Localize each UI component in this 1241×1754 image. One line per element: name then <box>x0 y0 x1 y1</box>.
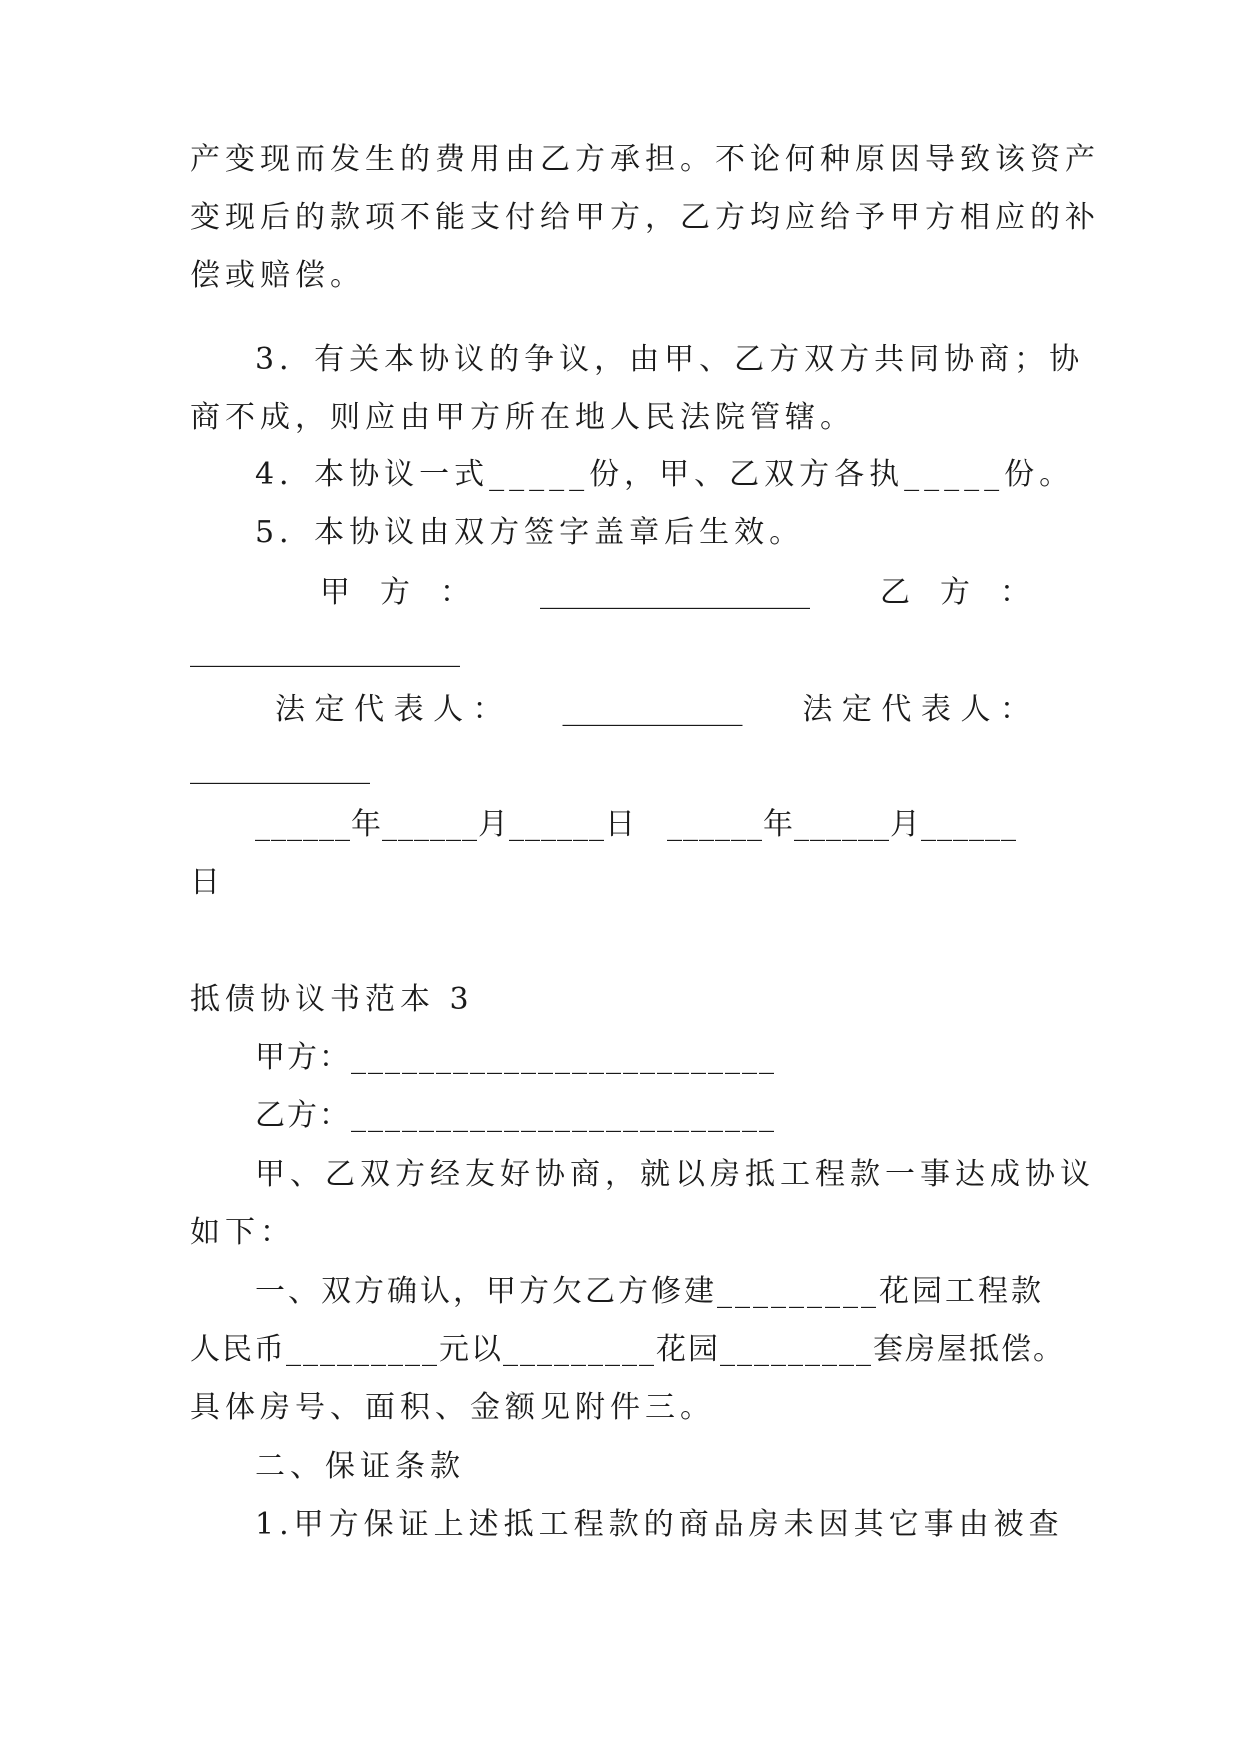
signature-rep-row <box>275 690 1030 730</box>
party-b-line: 乙方：_________________________ <box>255 1098 776 1133</box>
section-title: 抵债协议书范本 3 <box>190 982 474 1017</box>
party-b-label: 乙 方 ： <box>880 575 1030 610</box>
signature-party-row <box>320 573 1030 613</box>
paragraph-line: 4．本协议一式_____份，甲、乙双方各执_____份。 <box>255 457 1075 492</box>
paragraph-line: 5．本协议由双方签字盖章后生效。 <box>255 515 805 550</box>
rep-b-blank: ____________ <box>190 750 370 785</box>
date-tail: 日 <box>190 865 225 900</box>
date-line: ______年______月______日 ______年______月______ <box>255 807 1017 842</box>
paragraph-line: 具体房号、面积、金额见附件三。 <box>190 1390 715 1425</box>
paragraph-line: 一、双方确认，甲方欠乙方修建_________花园工程款 <box>255 1274 1044 1309</box>
paragraph-line: 产变现而发生的费用由乙方承担。不论何种原因导致该资产 <box>190 142 1100 177</box>
paragraph-line: 1.甲方保证上述抵工程款的商品房未因其它事由被查 <box>255 1507 1064 1542</box>
party-a-blank: __________________ <box>540 575 810 610</box>
party-a-line: 甲方：_________________________ <box>255 1040 776 1075</box>
clause-heading: 二、保证条款 <box>255 1449 465 1484</box>
rep-a-blank: ____________ <box>562 692 743 727</box>
rep-a-label: 法 定 代 表 人 ： <box>275 692 503 727</box>
paragraph-line: 商不成，则应由甲方所在地人民法院管辖。 <box>190 400 855 435</box>
paragraph-line: 如下： <box>190 1215 295 1250</box>
paragraph-line: 甲、乙双方经友好协商，就以房抵工程款一事达成协议 <box>255 1157 1095 1192</box>
paragraph-line: 变现后的款项不能支付给甲方，乙方均应给予甲方相应的补 <box>190 200 1100 235</box>
paragraph-line: 3．有关本协议的争议，由甲、乙方双方共同协商；协 <box>255 342 1085 377</box>
paragraph-line: 偿或赔偿。 <box>190 258 365 293</box>
party-a-label: 甲 方 ： <box>320 575 470 610</box>
rep-b-label: 法 定 代 表 人 ： <box>802 692 1030 727</box>
party-b-blank: __________________ <box>190 633 460 668</box>
paragraph-line: 人民币_________元以_________花园_________套房屋抵偿。 <box>190 1332 1065 1367</box>
